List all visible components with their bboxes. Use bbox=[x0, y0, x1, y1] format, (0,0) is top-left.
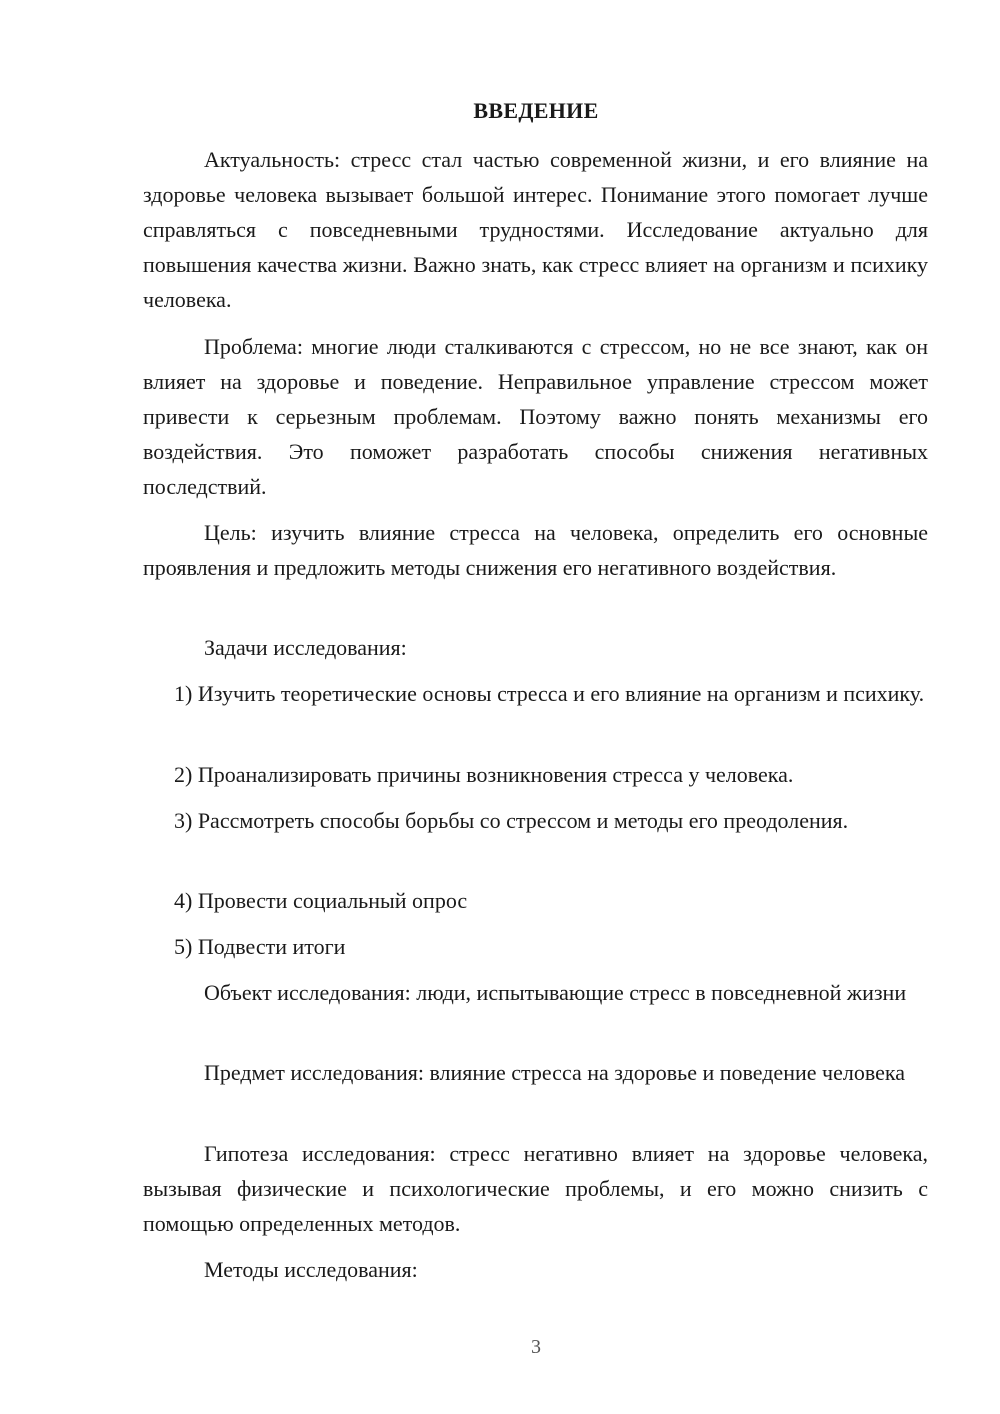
paragraph-object: Объект исследования: люди, испытывающие стресс в повседневной жизни bbox=[204, 980, 907, 1005]
task-item-4: 4) Провести социальный опрос bbox=[174, 888, 468, 913]
section-heading: ВВЕДЕНИЕ bbox=[473, 98, 599, 123]
paragraph-methods: Методы исследования: bbox=[204, 1257, 418, 1282]
paragraph-problem: Проблема: многие люди сталкиваются с стрессом, но не все знают, как он влияет на здоровье и поведение. Неправильное управление стрессом может привести к серьезным проблемам. Поэтому важно понять механизмы его воздействия. Это поможет разработать способы снижения негативных последствий. bbox=[143, 334, 928, 499]
page-number: 3 bbox=[531, 1336, 541, 1358]
paragraph-relevance: Актуальность: стресс стал частью современной жизни, и его влияние на здоровье человека вызывает большой интерес. Понимание этого помогает лучше справляться с повседневными трудностями. Исследование актуально для повышения качества жизни. Важно знать, как стресс влияет на организм и психику человека. bbox=[143, 147, 928, 312]
paragraph-goal: Цель: изучить влияние стресса на человека, определить его основные проявления и предложить методы снижения его негативного воздействия. bbox=[143, 520, 928, 580]
task-item-3: 3) Рассмотреть способы борьбы со стрессом и методы его преодоления. bbox=[174, 808, 849, 833]
task-item-5: 5) Подвести итоги bbox=[174, 934, 346, 959]
paragraph-subject: Предмет исследования: влияние стресса на здоровье и поведение человека bbox=[204, 1060, 905, 1085]
task-item-1: 1) Изучить теоретические основы стресса и его влияние на организм и психику. bbox=[174, 681, 925, 706]
paragraph-tasks-title: Задачи исследования: bbox=[204, 635, 407, 660]
task-item-2: 2) Проанализировать причины возникновения стресса у человека. bbox=[174, 762, 794, 787]
paragraph-hypothesis: Гипотеза исследования: стресс негативно влияет на здоровье человека, вызывая физические и психологические проблемы, и его можно снизить с помощью определенных методов. bbox=[143, 1141, 928, 1236]
